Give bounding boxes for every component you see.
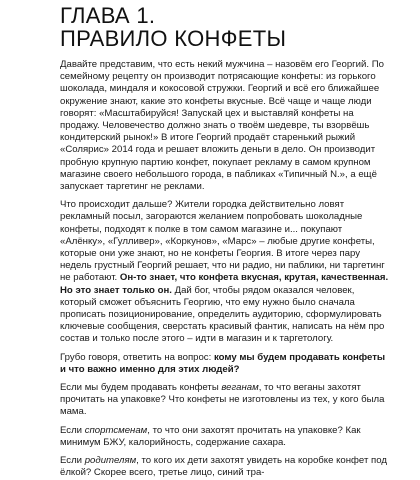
paragraph-question: [60, 352, 390, 376]
chapter-number: ГЛАВА 1.: [60, 3, 156, 28]
paragraph-text: Грубо говоря, ответить на вопрос:: [60, 351, 214, 363]
paragraph-vegans: [60, 382, 390, 419]
paragraph-athletes: [60, 425, 390, 449]
bold-statement: Он-то знает, что конфета вкусная, крутая, качественная. Но это знает только он.: [60, 272, 389, 296]
italic-audience: спортсменам: [84, 424, 148, 436]
paragraph-what-happens: [60, 199, 390, 345]
paragraph-text: Давайте представим, что есть некий мужчина – назовём его Георгий. По семейному рецепту он производит потрясающие конфеты: из горького шоколада, миндаля и кокосовой стружки. Георгий и всё его ближайшее окружение знают, какие это конфеты вкусные. Всё чаще и чаще люди говорят: «Масштабируйся! Запускай цех и выставляй конфеты на продажу. Человечество должно знать о твоём шедевре, ты взорвёшь кондитерский рынок!» В итоге Георгий продаёт старенький рыжий «Солярис» 2014 года и решает вложить деньги в дело. Он производит пробную крупную партию конфет, покупает рекламу в самом крупном магазине своего небольшого города, в пабликах «Типичный N.», а ещё запускает таргетинг не реклами.: [60, 59, 384, 193]
italic-audience: родителям: [84, 455, 137, 467]
chapter-title: [60, 4, 390, 50]
paragraph-text: Если: [60, 455, 85, 467]
paragraph-text: Дай бог, чтобы рядом оказался человек, который сможет объяснить Георгию, что ему нужно было сначала прописать позиционирование, определить аудиторию, сформулировать ключевые сообщения, сверстать красивый фантик, написать на нём про состав и только после этого – идти в магазин и к таргетологу.: [60, 284, 385, 345]
chapter-name: ПРАВИЛО КОНФЕТЫ: [60, 26, 287, 51]
paragraph-text: Что происходит дальше? Жители городка действительно ловят рекламный посыл, загораются желанием попробовать шоколадные конфеты, подходят к полке в том самом магазине и... покупают «Алёнку», «Гулливер», «Коркунов», «Марс» – любые другие конфеты, которые они уже знают, но не конфеты Георгия. В итоге через пару недель грустный Георгий решает, что ни радио, ни паблики, ни таргетинг не работают.: [60, 199, 385, 284]
paragraph-text: Если мы будем продавать конфеты: [60, 382, 222, 394]
paragraph-text: Если: [60, 424, 85, 436]
paragraph-parents: [60, 455, 390, 479]
paragraph-text: , то что они захотят прочитать на упаковке? Как минимум БЖУ, калорийность, содержание сахара.: [60, 424, 361, 448]
bold-question: кому мы будем продавать конфеты и что важно именно для этих людей?: [60, 351, 386, 375]
paragraph-text: , то кого их дети захотят увидеть на коробке конфет под ёлкой? Скорее всего, третье лицо, синий тра-: [60, 455, 387, 479]
paragraph-text: , то что веганы захотят прочитать на упаковке? Что конфеты не изготовлены из тех, у кого была мама.: [60, 382, 385, 418]
paragraph-intro: [60, 59, 390, 193]
italic-audience: веганам: [221, 382, 259, 394]
